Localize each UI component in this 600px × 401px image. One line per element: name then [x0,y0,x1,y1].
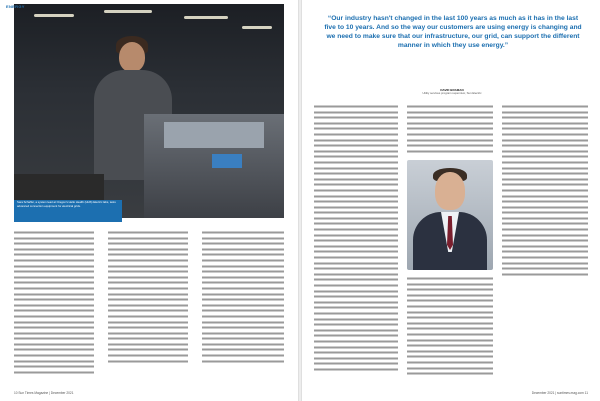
body-column-1 [14,230,94,380]
body-column-4 [314,104,398,386]
quote-attribution-title: Utility services program supervisor, Sun Electric [422,91,482,95]
right-folio: December 2021 | suntimes.mag.com 11 [531,391,588,395]
worker-photo [14,4,284,218]
section-tag: ENERGY [6,4,25,9]
left-page [0,0,298,401]
left-folio: 10 Sun Times Magazine | December 2021 [14,391,74,395]
body-column-2 [108,230,188,380]
david-braman-portrait [407,160,493,270]
body-column-3 [202,230,284,380]
body-column-5-bottom [407,276,493,384]
quote-attribution-name: DAVID BRAMAN [440,88,464,92]
right-page [302,0,600,401]
body-column-5-top [407,104,493,156]
photo-caption: Sara Schaffer, a system lead at Oregon's Hello Health (HHS) Electric labs, tests advanced connection equipment for electrical grids. [17,200,116,208]
body-column-6 [502,104,588,284]
pull-quote: “Our industry hasn't changed in the last 100 years as much as it has in the last five to 10 years. And so the way our customers are using energy is changing and we need to make sure that our infrastructure, our grid, can support the different manner in which they use energy.” [324,15,582,49]
